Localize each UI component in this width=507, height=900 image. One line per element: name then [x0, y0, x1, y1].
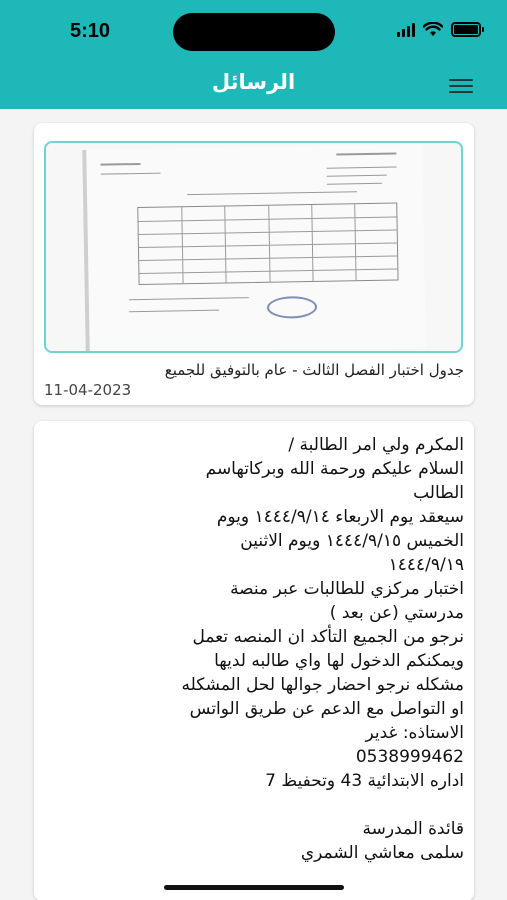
status-icons	[397, 22, 481, 37]
page-title: الرسائل	[211, 70, 296, 94]
home-indicator[interactable]	[164, 885, 344, 890]
message-card[interactable]	[34, 123, 474, 405]
signal-icon	[397, 23, 415, 37]
app-bar	[0, 62, 507, 109]
messages-list[interactable]	[0, 109, 507, 900]
dynamic-island	[173, 13, 335, 51]
message-body: المكرم ولي امر الطالبة / السلام عليكم ورحمة الله وبركاتهاسم الطالب سيعقد يوم الاربعاء ١٤٤٤/٩/١٤ ويوم الخميس ١٤٤٤/٩/١٥ ويوم الاثنين ١٤٤٤/٩/١٩ اختبار مركزي للطالبات عبر منصة مدرستي (عن بعد ) نرجو من الجميع التأكد ان المنصه تعمل ويمكنكم الدخول لها واي طالبه لديها مشكله نرجو احضار جوالها لحل المشكله او التواصل مع الدعم عن طريق الواتس الاستاذه: غدير 0538999462 اداره الابتدائية 43 وتحفيظ 7 قائدة المدرسة سلمى معاشي الشمري	[181, 435, 464, 863]
message-caption: جدول اختبار الفصل الثالث - عام بالتوفيق للجميع	[164, 361, 464, 379]
document-photo-icon	[82, 144, 426, 353]
hamburger-menu-icon[interactable]	[449, 79, 473, 95]
message-date: 11-04-2023	[44, 381, 132, 399]
message-card[interactable]	[34, 421, 474, 900]
battery-icon	[451, 22, 481, 37]
attachment-thumbnail[interactable]	[44, 141, 463, 353]
status-bar	[0, 0, 507, 62]
status-time: 5:10	[70, 20, 111, 42]
wifi-icon	[423, 22, 443, 37]
